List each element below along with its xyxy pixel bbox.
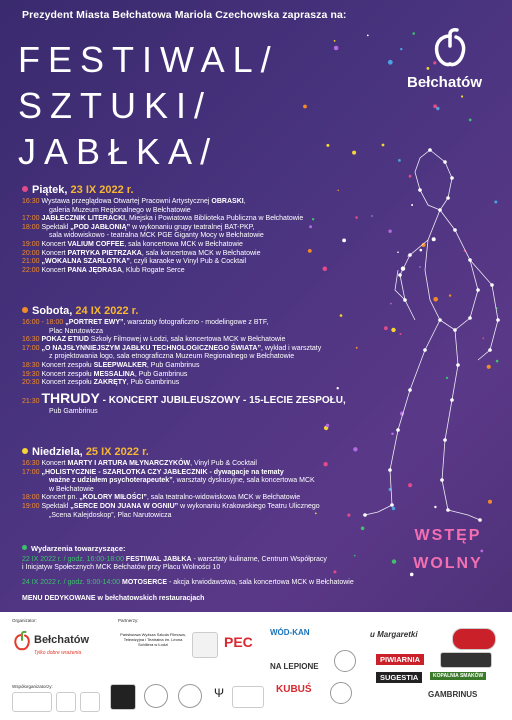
text-part: Szkoły Filmowej w Łodzi, sala koncertowa MCK w Bełchatowie (88, 336, 286, 344)
text-part: , Klub Rogate Serce (122, 266, 185, 274)
event-time: 16:30 (22, 198, 40, 205)
text-part: , sala teatralno-widowiskowa MCK w Bełchatowie (146, 494, 301, 502)
text-part: „POD JABŁONIĄ” (70, 223, 131, 231)
event-time: 18:30 (22, 361, 40, 369)
thrudy-name: THRUDY (41, 389, 100, 406)
event-item (22, 250, 303, 259)
event-item (22, 258, 303, 267)
text-part: MOTOSERCE (120, 578, 168, 586)
star-dot (434, 506, 436, 508)
text-part: , warsztaty fotograficzno - modelingowe z BTF, (123, 319, 269, 326)
text-part: , sala koncertowa MCK w Bełchatowie (141, 249, 261, 257)
star-dot (390, 303, 392, 305)
film-school-icon (192, 632, 218, 658)
star-dot (446, 377, 448, 379)
star-dot (482, 337, 484, 339)
belchatow-apple-icon (430, 28, 470, 68)
text-part: Koncert zespołu (39, 370, 94, 378)
star-dot (409, 175, 412, 178)
day-date: 24 IX 2022 r. (75, 305, 139, 317)
partner-round-icon (334, 650, 356, 672)
menu-note: MENU DEDYKOWANE w bełchatowskich restauracjach (22, 595, 205, 603)
star-dot (353, 447, 357, 451)
text-part: , Vinyl Pub & Cocktail (190, 460, 257, 467)
text-part: VALIUM COFFEE (67, 240, 125, 248)
star-dot (388, 60, 393, 65)
thrudy-desc: - KONCERT JUBILEUSZOWY - 15-LECIE ZESPOŁU, (99, 394, 346, 406)
star-dot (391, 433, 394, 436)
star-dot (334, 46, 339, 51)
text-part: Koncert (39, 460, 68, 467)
text-part: , warsztaty dyskusyjne, sala koncertowa MCK (172, 477, 315, 485)
star-dot (487, 365, 491, 369)
belchatow-tagline: Tylko dobre wrażenia (34, 650, 82, 656)
star-dot (496, 360, 499, 363)
partner-dark-bar (440, 652, 492, 668)
kubus-logo: KUBUŚ (276, 684, 312, 695)
figure-nodes (363, 148, 500, 522)
event-item (22, 494, 320, 503)
event-time: 17:00 (22, 344, 40, 352)
event-time: 21:00 (22, 258, 40, 266)
event-time: 16:30 (22, 336, 40, 344)
text-part: PANA JĘDRASA (67, 266, 122, 274)
event-item (22, 267, 303, 276)
section-friday (22, 184, 303, 275)
event-time: 20:30 (22, 379, 40, 387)
event-item (22, 336, 346, 345)
extra-list (22, 556, 354, 588)
star-dot (392, 559, 396, 563)
text-part: Spektakl (39, 223, 71, 231)
star-dot (355, 216, 358, 219)
extra-item (22, 556, 354, 565)
belchatow-footer-icon (12, 630, 32, 652)
star-dot (337, 190, 339, 192)
text-part: Koncert pn. (39, 494, 80, 502)
star-dot (469, 119, 472, 122)
star-dot (371, 215, 373, 217)
text-part: ważne z udziałem psychoterapeutek” (49, 477, 173, 485)
event-item (22, 503, 320, 512)
coorganizer-logo-1 (12, 692, 52, 712)
extra-time: 22 IX 2022 r. / godz. 16:00-18:00 (22, 555, 124, 563)
title-line-1: FESTIWAL/ (18, 39, 279, 80)
text-part: Koncert (39, 240, 68, 248)
free-entry-label (398, 522, 498, 578)
star-dot (303, 105, 307, 109)
event-time: 18:00 (22, 494, 40, 502)
bullet-dot (22, 307, 28, 313)
text-part: , Pub Gambrinus (134, 370, 188, 378)
extra-time: 24 IX 2022 r. / godz. 9:00-14:00 (22, 578, 121, 586)
event-time: 16:00 - 18:00 (22, 319, 64, 326)
event-time: 17:00 (22, 215, 40, 223)
text-part: w wykonaniu grupy teatralnej BAT-PKP, (130, 223, 255, 231)
star-dot (398, 159, 401, 162)
text-part: , (243, 198, 246, 205)
kopalnia-logo: KOPALNIA SMAKÓW (430, 672, 486, 680)
event-time: 18:00 (22, 223, 40, 231)
text-part: , Miejska i Powiatowa Biblioteka Publiczna w Bełchatowie (125, 215, 304, 223)
event-time: 22:00 (22, 266, 40, 274)
partner-round-icon-2 (178, 684, 202, 708)
star-dot (342, 239, 346, 243)
event-item (22, 460, 320, 469)
star-dot (323, 267, 328, 272)
star-dot (449, 294, 451, 296)
event-item (22, 319, 346, 328)
text-part: , wykład i warsztaty (260, 344, 322, 352)
star-dot (326, 144, 329, 147)
bullet-dot (22, 545, 27, 550)
partner-dark-icon (110, 684, 136, 710)
partner-box-icon (232, 686, 264, 708)
sponsor-footer (0, 612, 512, 720)
extra-heading: Wydarzenia towarzyszące: (22, 545, 354, 554)
day-heading-sunday (22, 446, 320, 458)
event-item (22, 198, 303, 207)
text-part: „HOLISTYCZNIE - SZARLOTKA CZY JABŁECZNIK - dywagacje na tematy (39, 468, 284, 476)
star-dot (400, 48, 402, 50)
text-part: Koncert zespołu (39, 379, 94, 387)
star-dot (354, 555, 356, 557)
partners-label: Partnerzy: (118, 618, 139, 623)
thrudy-highlight (22, 391, 346, 409)
event-subline: Plac Narutowicza (49, 327, 104, 335)
event-time: 16:30 (22, 460, 40, 467)
text-part: „PORTRET EWY” (63, 319, 124, 326)
event-time: 19:30 (22, 370, 40, 378)
star-dot (384, 326, 388, 330)
event-item (22, 371, 346, 380)
star-dot (326, 424, 329, 427)
text-part: Koncert (39, 266, 68, 274)
event-subline (22, 477, 320, 486)
star-dot (397, 251, 399, 253)
text-part: MESSALINA (93, 370, 135, 378)
text-part: „O NAJSŁYNNIEJSZYM JABŁKU TECHNOLOGICZNEGO ŚWIATA” (39, 344, 261, 352)
text-part: - akcja krwiodawstwa, sala koncertowa MCK w Bełchatowie (167, 578, 354, 586)
figure-constellation (365, 150, 498, 520)
wodkan-logo: WÓD-KAN (270, 628, 310, 637)
star-dot (461, 95, 463, 97)
star-dot (408, 483, 412, 487)
star-dot (427, 67, 430, 70)
pwsf-logo: Państwowa Wyższa Szkoła Filmowa, Telewizyjna i Teatralna im. Leona Schillera w Łodzi (120, 632, 186, 647)
event-subline: „Scena Kalejdoskop”, Plac Narutowicza (49, 511, 172, 519)
day-date: 23 IX 2022 r. (70, 184, 134, 196)
belchatow-logo-text: Bełchatów (407, 74, 483, 91)
title-line-3: JABŁKA/ (18, 131, 219, 172)
belchatow-footer-logo: Bełchatów (34, 634, 90, 646)
saturday-list (22, 319, 346, 388)
section-saturday (22, 305, 346, 416)
star-dot (312, 218, 314, 220)
star-dot (400, 333, 402, 335)
partner-round-icon-3 (144, 684, 168, 708)
title-line-2: SZTUKI/ (18, 85, 213, 126)
event-item (22, 241, 303, 250)
text-part: w Bełchatowie (49, 485, 94, 493)
friday-list (22, 198, 303, 275)
organizer-label: Organizator: (12, 618, 37, 623)
thrudy-venue: Pub Gambrinus (49, 407, 98, 415)
text-part: - warsztaty kulinarne, Centrum Współpracy (191, 555, 327, 563)
coorganizer-logo-2 (56, 692, 76, 712)
extra-item (22, 579, 354, 588)
star-dot (323, 462, 327, 466)
section-extra (22, 545, 354, 604)
coorganizer-logo-3 (80, 692, 100, 712)
text-part: OBRASKI (211, 198, 244, 205)
text-part: PATRYKA PIETRZAKA (67, 249, 142, 257)
day-date: 25 IX 2022 r. (85, 446, 149, 458)
day-name: Sobota, (32, 305, 73, 317)
event-subline: galeria Muzeum Regionalnego w Bełchatowie (49, 206, 191, 214)
gambrinus-logo: GAMBRINUS (428, 690, 478, 699)
day-heading-friday (22, 184, 303, 196)
star-dot (334, 40, 336, 42)
star-dot (494, 201, 497, 204)
text-part: , czyli karaoke w Vinyl Pub & Cocktail (129, 258, 247, 266)
piwiarnia-logo: PIWIARNIA (376, 654, 424, 665)
event-subline: z projektowania logo, sala etnograficzna Muzeum Regionalnego w Bełchatowie (49, 353, 295, 361)
text-part: „KOLORY MIŁOŚCI” (79, 494, 147, 502)
invite-text: Prezydent Miasta Bełchatowa Mariola Czechowska zaprasza na: (22, 9, 347, 21)
day-heading-saturday (22, 305, 346, 317)
star-dot (488, 500, 492, 504)
star-dot (433, 297, 438, 302)
star-dot (392, 507, 395, 510)
free-entry-line-2: WOLNY (413, 555, 483, 572)
text-part: , Pub Gambrinus (146, 361, 200, 369)
thrudy-time: 21:30 (22, 397, 40, 405)
free-entry-line-1: WSTĘP (414, 527, 482, 544)
margaretka-logo: u Margaretki (370, 630, 418, 639)
star-dot (412, 32, 415, 35)
text-part: , sala koncertowa MCK w Bełchatowie (124, 240, 243, 248)
event-subline: sala widowiskowo - teatralna MCK PGE Giganty Mocy w Bełchatowie (49, 232, 264, 240)
sugestia-logo: SUGESTIA (376, 672, 422, 683)
star-dot (419, 266, 421, 268)
star-dot (432, 237, 436, 241)
event-time: 17:00 (22, 468, 40, 476)
star-dot (308, 249, 312, 253)
text-part: „SERCE DON JUANA W OGNIU” (70, 502, 179, 510)
event-item (22, 469, 320, 478)
event-item (22, 362, 346, 371)
event-time: 19:00 (22, 502, 40, 510)
coorganizers-label: Współorganizatorzy: (12, 684, 53, 689)
text-part: Spektakl (39, 502, 71, 510)
extra-subline: i Inicjatyw Społecznych MCK Bełchatów przy Placu Wolności 10 (22, 564, 221, 572)
star-dot (388, 230, 391, 233)
event-time: 20:00 (22, 249, 40, 257)
star-dot (347, 514, 350, 517)
text-part: MARTY I ARTURA MŁYNARCZYKÓW (67, 460, 191, 467)
pec-logo: PEC (224, 634, 253, 650)
bullet-dot (22, 448, 28, 454)
psi-icon: Ψ (213, 686, 225, 700)
star-dot (433, 104, 437, 108)
day-name: Piątek, (32, 184, 68, 196)
text-part: w wykonaniu Krakowskiego Teatru Ulicznego (178, 502, 320, 510)
text-part: JABŁECZNIK LITERACKI (39, 215, 126, 223)
text-part: ZAKRĘTY (93, 379, 127, 387)
text-part: POKAZ ETIUD (39, 336, 89, 344)
text-part: , Pub Gambrinus (126, 379, 180, 387)
event-item (22, 379, 346, 388)
star-dot (420, 249, 423, 252)
event-time: 19:00 (22, 240, 40, 248)
text-part: „WOKALNA SZARLOTKA” (39, 258, 130, 266)
star-dot (309, 225, 312, 228)
event-item (22, 215, 303, 224)
star-dot (391, 328, 395, 332)
text-part: Koncert zespołu (39, 361, 94, 369)
section-sunday (22, 446, 320, 520)
partner-red-badge (452, 628, 496, 650)
bullet-dot (22, 186, 28, 192)
text-part: Wystawa przeglądowa Otwartej Pracowni Artystycznej (39, 198, 212, 205)
star-dot (356, 347, 358, 349)
text-part: Koncert (39, 249, 68, 257)
event-item (22, 224, 303, 233)
nalepione-logo: NA LEPIONE (270, 662, 319, 671)
text-part: FESTIWAL JABŁKA (123, 555, 192, 563)
star-dot (361, 527, 365, 531)
star-dot (411, 204, 413, 206)
day-name: Niedziela, (32, 446, 83, 458)
partner-round-icon-4 (330, 682, 352, 704)
star-dot (367, 35, 369, 37)
star-dot (382, 144, 385, 147)
sunday-list (22, 460, 320, 520)
text-part: SLEEPWALKER (93, 361, 147, 369)
event-item (22, 345, 346, 354)
star-dot (352, 151, 356, 155)
